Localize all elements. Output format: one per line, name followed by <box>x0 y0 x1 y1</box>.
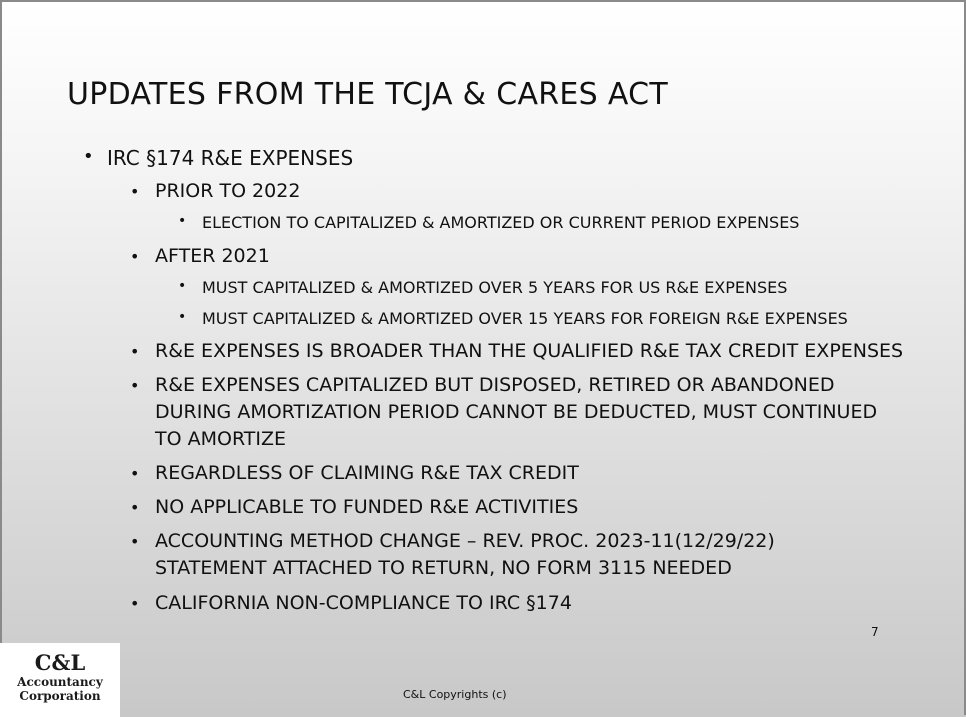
bullet-icon: • <box>83 146 94 167</box>
bullet-icon: • <box>178 213 187 229</box>
list-item <box>130 590 572 617</box>
logo-line-1: Accountancy <box>17 675 103 689</box>
list-item <box>178 309 848 328</box>
bullet-icon: • <box>130 594 140 613</box>
bullet-icon: • <box>130 498 140 517</box>
list-item <box>130 460 579 487</box>
slide-title: UPDATES FROM THE TCJA & CARES ACT <box>67 77 669 112</box>
bullet-icon: • <box>130 376 140 395</box>
item-text-line: TO AMORTIZE <box>155 428 286 450</box>
item-text: CALIFORNIA NON-COMPLIANCE TO IRC §174 <box>155 592 572 614</box>
item-text: R&E EXPENSES IS BROADER THAN THE QUALIFIED R&E TAX CREDIT EXPENSES <box>155 340 904 362</box>
bullet-icon: • <box>130 182 140 201</box>
logo-line-2: Corporation <box>19 689 101 703</box>
item-text-line: DURING AMORTIZATION PERIOD CANNOT BE DEDUCTED, MUST CONTINUED <box>155 401 878 423</box>
list-item <box>178 213 799 232</box>
bullet-icon: • <box>178 278 187 294</box>
logo-main-text: C&L <box>34 650 86 675</box>
item-text-line: STATEMENT ATTACHED TO RETURN, NO FORM 3115 NEEDED <box>155 557 732 579</box>
item-text: IRC §174 R&E EXPENSES <box>107 146 354 170</box>
item-text: PRIOR TO 2022 <box>155 180 301 202</box>
item-text: MUST CAPITALIZED & AMORTIZED OVER 15 YEARS FOR FOREIGN R&E EXPENSES <box>202 309 848 328</box>
bullet-icon: • <box>130 247 140 266</box>
item-text: MUST CAPITALIZED & AMORTIZED OVER 5 YEARS FOR US R&E EXPENSES <box>202 278 788 297</box>
item-text: NO APPLICABLE TO FUNDED R&E ACTIVITIES <box>155 496 579 518</box>
company-logo <box>0 643 120 717</box>
item-text: AFTER 2021 <box>155 245 270 267</box>
list-item <box>130 178 300 205</box>
list-item <box>130 494 578 521</box>
bullet-icon: • <box>130 532 140 551</box>
page-number: 7 <box>871 625 879 639</box>
item-text-line: R&E EXPENSES CAPITALIZED BUT DISPOSED, RETIRED OR ABANDONED <box>155 374 835 396</box>
item-text: REGARDLESS OF CLAIMING R&E TAX CREDIT <box>155 462 579 484</box>
item-text-line: ACCOUNTING METHOD CHANGE – REV. PROC. 2023-11(12/29/22) <box>155 530 775 552</box>
item-text: ELECTION TO CAPITALIZED & AMORTIZED OR CURRENT PERIOD EXPENSES <box>202 213 800 232</box>
list-item <box>130 528 775 582</box>
list-item <box>130 338 903 365</box>
list-item <box>178 278 787 297</box>
list-item <box>130 372 877 453</box>
copyright-footer: C&L Copyrights (c) <box>403 688 507 701</box>
bullet-icon: • <box>178 309 187 325</box>
bullet-icon: • <box>130 342 140 361</box>
bullet-icon: • <box>130 464 140 483</box>
list-item <box>130 243 270 270</box>
list-item <box>83 146 353 170</box>
